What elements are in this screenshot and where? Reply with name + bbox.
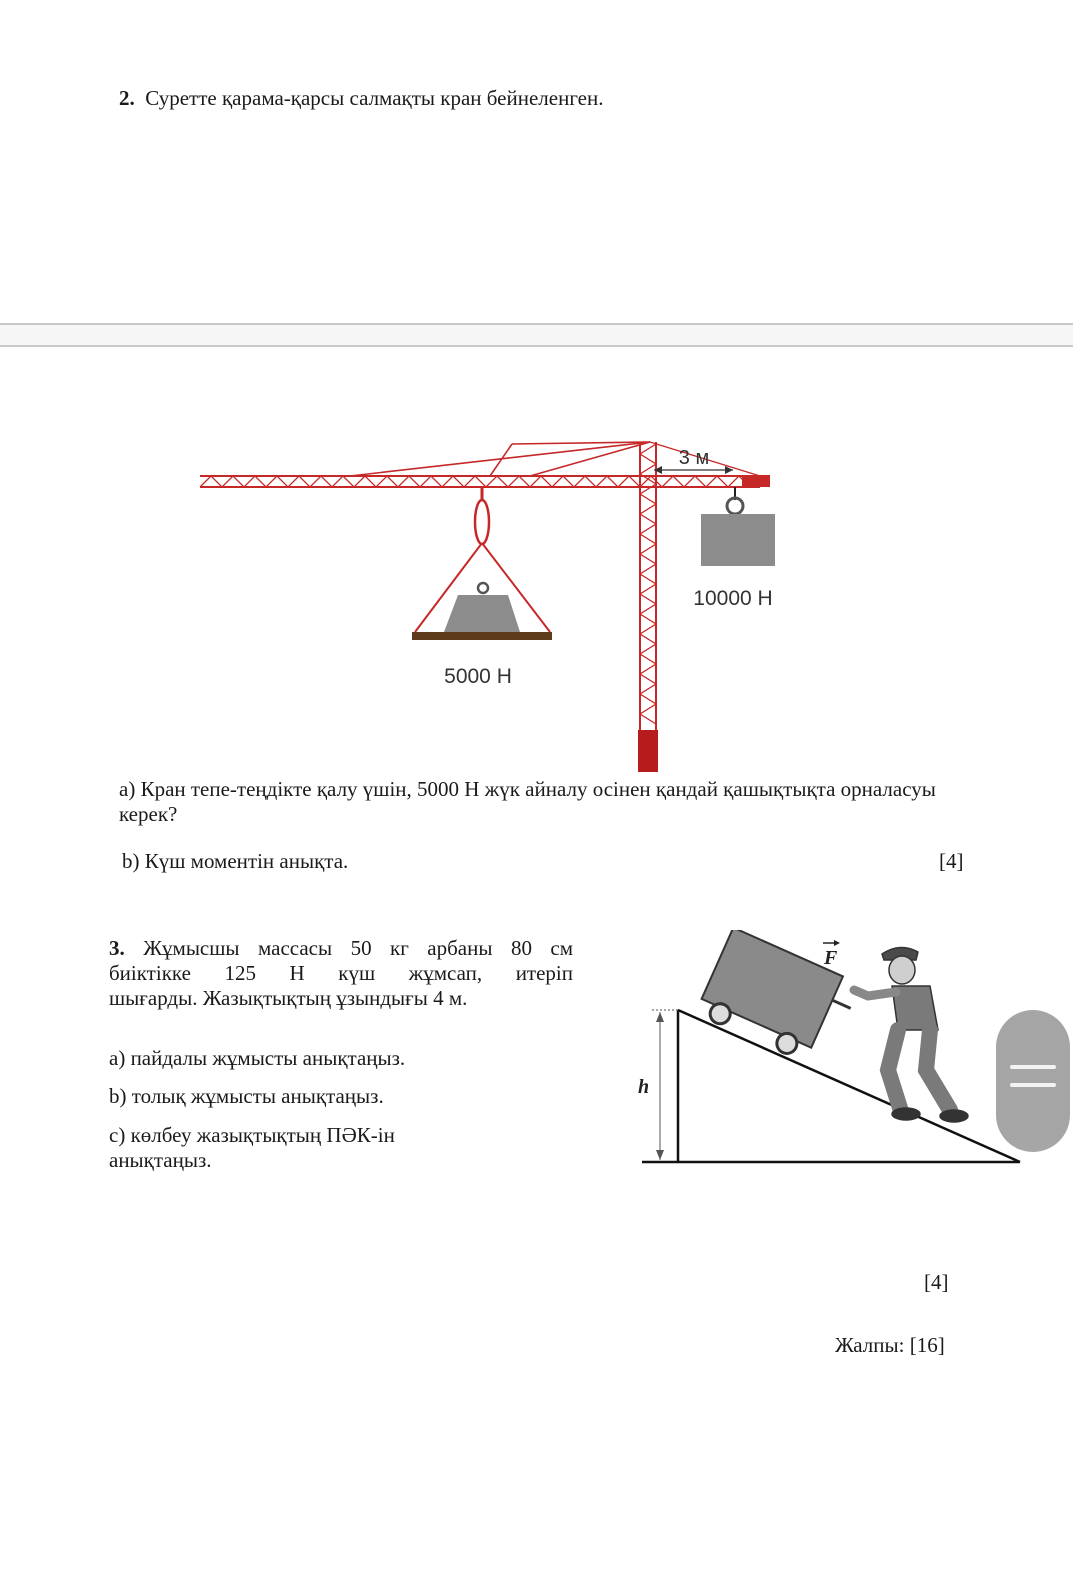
counterweight-block [701,514,775,566]
task3-question-a: а) пайдалы жұмысты анықтаңыз. [109,1046,406,1070]
task3-text-line2: биіктікке 125 Н күш жұмсап, итеріп [109,961,573,985]
incline-figure [630,930,1030,1175]
task2-question-b: b) Күш моментін анықта. [122,849,349,873]
crane-jib [200,442,760,487]
inclined-plane [642,1010,1020,1162]
task3-question-b: b) толық жұмысты анықтаңыз. [109,1084,384,1108]
task3-question-c-line1: с) көлбеу жазықтықтың ПӘК-ін [109,1123,395,1147]
task2-question-a-line2: керек? [119,802,178,826]
counter-jib-block [742,475,770,487]
force-label: F [824,947,838,969]
scroll-handle[interactable] [996,1010,1070,1152]
task2-question-a [119,777,999,827]
crane-figure [190,430,790,780]
height-dimension [652,1010,678,1160]
task3-points: [4] [924,1270,949,1294]
task2-points: [4] [939,849,964,873]
task2-number: 2. [119,86,135,110]
distance-label: 3 м [678,447,710,469]
scroll-handle-bar-top [1010,1065,1056,1069]
total-points: Жалпы: [16] [835,1333,945,1357]
task3-number: 3. [109,936,125,960]
task3-text [109,936,573,1011]
height-label: h [638,1076,650,1098]
task3-text-line3: шығарды. Жазықтықтың ұзындығы 4 м. [109,986,468,1010]
task3-text-line1 [109,936,573,961]
load-hook [475,500,489,544]
task2-intro [119,86,603,111]
task2-intro-text: Суретте қарама-қарсы салмақты кран бейнеленген. [145,86,604,110]
mast-base [638,730,658,772]
task2-question-a-line1: а) Кран тепе-теңдікте қалу үшін, 5000 Н жүк айналу осінен қандай қашықтықта орналасуы [119,777,936,801]
counterweight-label: 10000 Н [693,587,773,610]
load-weight [444,595,520,632]
task3-question-c [109,1123,395,1173]
force-vector [823,940,840,969]
load-label: 5000 Н [444,665,512,688]
task3-text-line1-content: Жұмысшы массасы 50 кг арбаны 80 см [143,936,574,960]
load-platform [412,632,552,640]
scroll-handle-bar-bottom [1010,1083,1056,1087]
page-divider [0,323,1073,347]
task3-question-c-line2: анықтаңыз. [109,1148,212,1172]
